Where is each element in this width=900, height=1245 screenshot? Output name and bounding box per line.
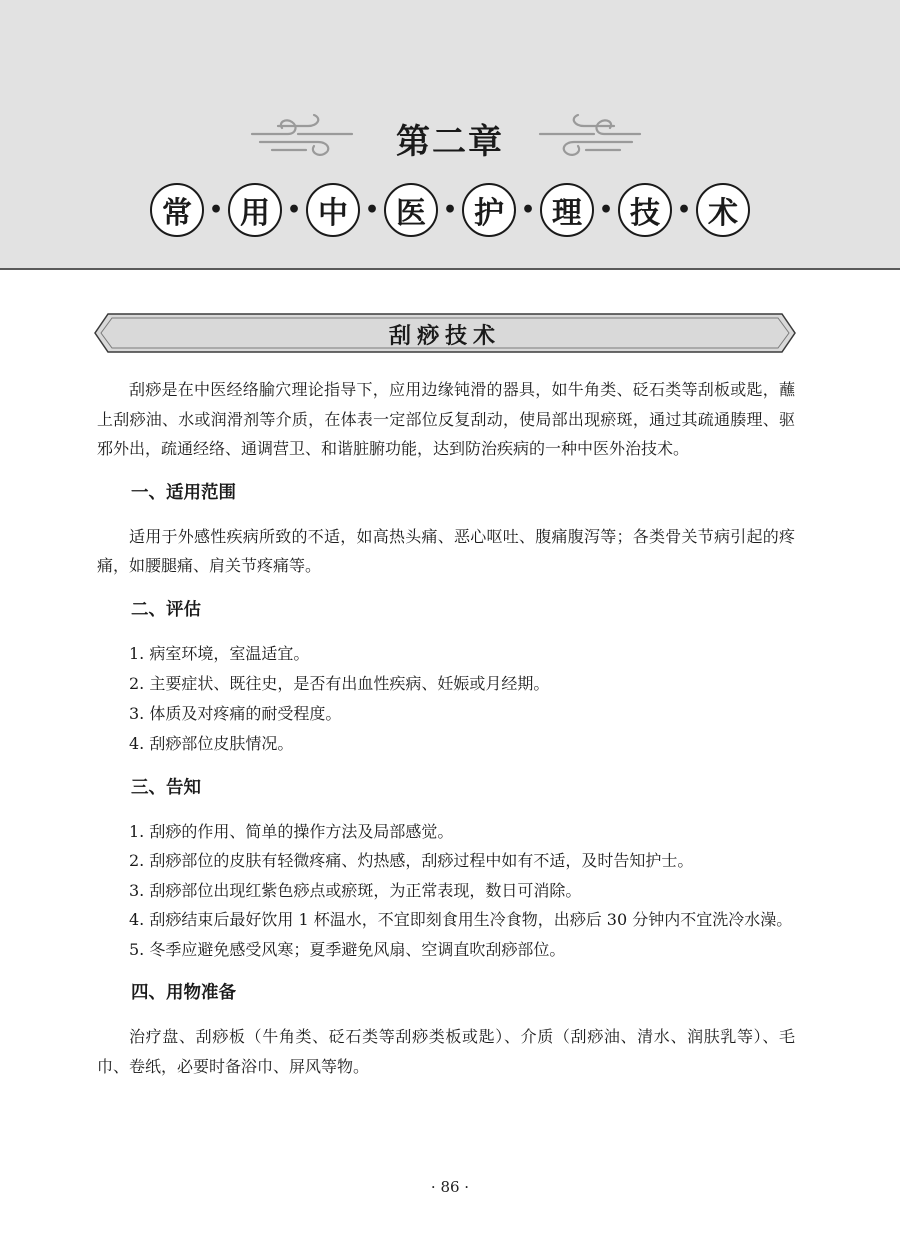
subtitle-char: 常 [150,183,204,237]
chapter-header [0,0,900,270]
page-number: · 86 · [430,1178,470,1196]
separator-dot: • [598,197,614,223]
main-content [97,375,795,1081]
section-heading: 三、告知 [131,777,201,798]
assessment-list [97,639,795,759]
chapter-subtitle [0,178,900,242]
section-title: 刮痧技术 [388,324,501,349]
section-heading: 二、评估 [131,599,201,620]
list-item: 2. 刮痧部位的皮肤有轻微疼痛、灼热感，刮痧过程中如有不适，及时告知护士。 [129,851,694,870]
section-paragraph: 治疗盘、刮痧板（牛角类、砭石类等刮痧类板或匙）、介质（刮痧油、清水、润肤乳等）、毛巾、卷纸，必要时备浴巾、屏风等物。 [97,1027,795,1076]
separator-dot: • [364,197,380,223]
section-heading: 一、适用范围 [131,482,236,503]
subtitle-char: 医 [384,183,438,237]
list-item: 4. 刮痧结束后最好饮用 1 杯温水，不宜即刻食用生冷食物，出痧后 30 分钟内不宜洗冷水澡。 [129,910,793,929]
section-heading: 四、用物准备 [131,983,236,1003]
cloud-ornament-right-icon [534,112,644,158]
intro-paragraph: 刮痧是在中医经络腧穴理论指导下，应用边缘钝滑的器具，如牛角类、砭石类等刮板或匙，蘸上刮痧油、水或润滑剂等介质，在体表一定部位反复刮动，使局部出现瘀斑，通过其疏通腠理、驱邪外出，疏通经络、通调营卫、和谐脏腑功能，达到防治疾病的一种中医外治技术。 [97,380,795,458]
list-item: 2. 主要症状、既往史，是否有出血性疾病、妊娠或月经期。 [129,673,550,693]
chapter-title: 第二章 [396,122,504,162]
separator-dot: • [676,197,692,223]
cloud-ornament-left-icon [248,112,358,158]
separator-dot: • [208,197,224,223]
list-item: 1. 刮痧的作用、简单的操作方法及局部感觉。 [129,821,454,841]
subtitle-char: 用 [228,183,282,237]
section-banner [94,313,796,353]
list-item: 1. 病室环境，室温适宜。 [129,643,310,663]
separator-dot: • [442,197,458,223]
subtitle-char: 中 [306,183,360,237]
list-item: 4. 刮痧部位皮肤情况。 [129,733,294,753]
separator-dot: • [286,197,302,223]
subtitle-char: 护 [462,183,516,237]
list-item: 5. 冬季应避免感受风寒；夏季避免风扇、空调直吹刮痧部位。 [129,939,566,959]
list-item: 3. 刮痧部位出现红紫色痧点或瘀斑，为正常表现，数日可消除。 [129,880,582,900]
section-paragraph: 适用于外感性疾病所致的不适，如高热头痛、恶心呕吐、腹痛腹泻等；各类骨关节病引起的疼痛，如腰腿痛、肩关节疼痛等。 [97,526,795,575]
subtitle-char: 理 [540,183,594,237]
subtitle-char: 术 [696,183,750,237]
chapter-title-row [0,108,900,168]
notification-list [97,817,795,965]
subtitle-char: 技 [618,183,672,237]
separator-dot: • [520,197,536,223]
list-item: 3. 体质及对疼痛的耐受程度。 [129,703,342,723]
